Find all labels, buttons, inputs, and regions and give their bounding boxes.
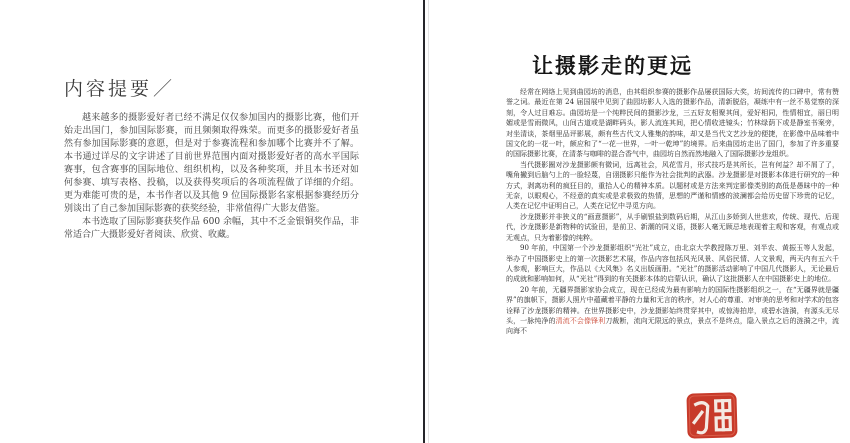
paragraph: 经常在网络上见到曲园坊的消息，由其组织参赛的摄影作品屡获国际大奖，坊间流传的口碑中，常有赞誉之词。最近在第 24 届国展中见到了曲园坊影人入选的摄影作品，清新脱俗，凝练中有一丝不易觉察的深刻，令人过目难忘。曲园坊是一个纯粹民间的摄影沙龙，三五好友相聚其间，爱好相同，性情相宜，丽日明媚或是雪雨微风，山间古道或是湖畔码头，影人流连其间，把心情收进镜头；竹林绿荫下或是静室书案旁，对坐清谈，茶烟里品评影展，颇有些古代文人雅集的韵味，却又是当代文艺沙龙的便捷，在影像中品味着中国文化的一花一叶，颇应和了“一花一世界，一叶一乾坤”的境界。后来曲园坊走出了国门，参加了许多重要的国际摄影比赛，在清茶与咖啡的混合香气中，曲园坊自然而然地融入了国际摄影沙龙组织。 <box>506 88 839 159</box>
paragraph: 90 年前，中国第一个沙龙摄影组织“光社”成立，由北京大学教授陈万里、刘半农、黄振玉等人发起，举办了中国摄影史上的第一次摄影艺术展，作品内容包括风光风景、风俗民情、人文景观，两天内有五六千人参观，影响巨大，作品以《大风集》名义出版画册。“光社”的摄影活动影响了中国几代摄影人，无论最后的成就和影响如何，从“光社”得到的有关摄影本体的启蒙认识，确认了这批摄影人在中国摄影史上的地位。 <box>506 244 839 284</box>
right-page-body <box>506 87 839 337</box>
paragraph: 本书选取了国际影赛获奖作品 600 余幅，其中不乏金银铜奖作品，非常适合广大摄影爱好者阅读、欣赏、收藏。 <box>64 217 359 240</box>
paragraph: 沙龙摄影并非狭义的“画意摄影”，从手刷银盐到数码后期，从江山多娇到人世悲欢，传统、现代、后现代，沙龙摄影是新物种的试验田，是前卫、新潮的同义语，摄影人毫无顾忌地表现着主观和客观，有观点或无观点，只为着影像的纯粹。 <box>506 212 839 242</box>
book-gutter-shadow <box>428 0 429 443</box>
right-page-title: 让摄影走的更远 <box>532 53 693 78</box>
paragraph: 当代摄影圈对沙龙摄影颇有微词，远离社会，风花雪月，形式技巧是其所长，岂有何益？却不屑了了，嘴角撇到后脑勺上的一脸轻蔑，自诩摄影只能作为社会批判的武器。沙龙摄影是对摄影本体进行研究的一种方式，剥离功利的疯狂目的，重拾人心的精神本质。以题材或是方法来判定影像类别的高低是愚昧中的一种无奈，以眼观心，不经意的真实或是求极致的热情，思想的严谨和情感的波澜都会给历史留下珍贵的记忆，人类在记忆中证明自己，人类在记忆中寻觅方向。 <box>506 160 839 211</box>
left-page-title-text: 内容提要 <box>64 78 153 100</box>
page-right <box>430 0 850 443</box>
paragraph <box>506 285 839 337</box>
seal-stamp <box>685 391 738 439</box>
paragraph-run: 20 年前，无疆界摄影家协会成立，现在已经成为最有影响力的国际性摄影组织之一，在“无疆界就是疆界”的旗帜下，摄影人照片中蕴藏着平静的力量和无言的秩序，对人心的尊重、对审美的思考和对学术的包容诠释了沙龙摄影的精神。在世界摄影史中，沙龙摄影始终贯穿其中，或惊涛拍岸，或碧水涟漪，有源头无尽头，一脉纯净的 <box>506 285 839 325</box>
seal-stamp-graphic <box>685 391 738 439</box>
title-slash-decoration: ／ <box>153 78 173 100</box>
left-page-body <box>64 112 359 242</box>
page-left <box>0 0 423 443</box>
paragraph: 越来越多的摄影爱好者已经不满足仅仅参加国内的摄影比赛，他们开始走出国门，参加国际影赛，而且频频取得殊荣。而更多的摄影爱好者虽然有参加国际影赛的意愿，但是对于参赛流程和参加哪个比赛并不了解。本书通过详尽的文字讲述了目前世界范围内面对摄影爱好者的高水平国际赛事，包含赛事的国际地位、组织机构，以及各种奖项，并且本书还对如何参赛、填写表格、投稿，以及获得奖项后的各项流程做了详细的介绍。更为难能可贵的是，本书作者以及其他 9 位国际摄影名家根据参赛经历分别谈出了自己参加国际影赛的获奖经验，非常值得广大影友借鉴。 <box>64 113 359 214</box>
left-page-title <box>64 74 172 101</box>
paragraph-run: 刀裁断，流向无限远的景点，景点不是终点，隐入景点之后的涟漪之中，流向海不 <box>506 316 840 336</box>
book-gutter-line <box>423 0 425 443</box>
red-highlight-run: 清流不会像锋利 <box>555 316 606 325</box>
